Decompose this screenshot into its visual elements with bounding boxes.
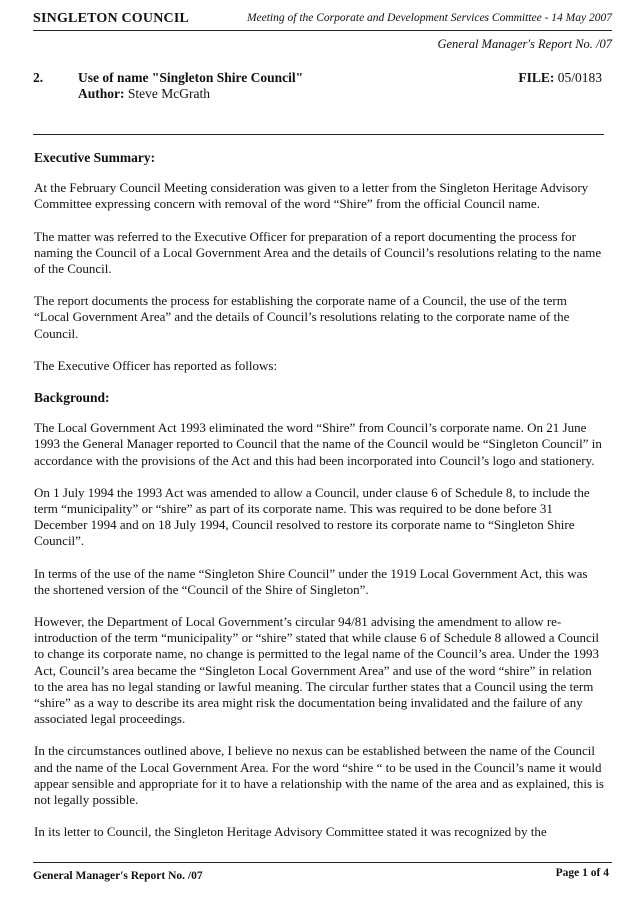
report-body — [34, 150, 604, 857]
summary-paragraph: The matter was referred to the Executive Officer for preparation of a report documenting the process for naming the Council of a Local Government Area and the details of Council’s resolutions relating to the name of the Council. — [34, 228, 602, 277]
item-number: 2. — [33, 70, 44, 85]
meeting-title: Meeting of the Corporate and Development Services Committee - 14 May 2007 — [246, 12, 612, 24]
item-author — [78, 86, 210, 102]
background-paragraph: However, the Department of Local Government’s circular 94/81 advising the amendment to allow re-introduction of the term “municipality” or “shire” stated that while clause 6 of Schedule 8 allowed a Council to change its corporate name, no change is permitted to the legal name of the Council’s area. Under the 1993 Act, Council’s area became the “Singleton Local Government Area” and use of the word “shire” in relation to the area has no legal standing or lawful meaning. The circular further states that a Council using the term “shire” as a way to describe its area might risk the documentation being invalidated and the failure of any associated legal proceedings. — [34, 614, 599, 727]
file-reference — [518, 70, 602, 86]
section-divider — [33, 134, 604, 135]
file-number: 05/0183 — [557, 70, 602, 85]
executive-summary-heading: Executive Summary: — [34, 150, 156, 165]
background-paragraph: In the circumstances outlined above, I believe no nexus can be established between the name of the Council and the name of the Local Government Area. For the word “shire “ to be used in the Council’s name it would appear sensible and appropriate for it to have a relationship with the name of the area and as explained, this is not legally possible. — [34, 743, 604, 808]
background-paragraph: The Local Government Act 1993 eliminated the word “Shire” from Council’s corporate name. On 21 June 1993 the General Manager reported to Council that the name of the Council would be “Singleton Council” in accordance with the provisions of the Act and this had been incorporated into Council’s logo and stationery. — [34, 420, 602, 468]
author-name: Steve McGrath — [127, 86, 210, 101]
item-title: Use of name "Singleton Shire Council" — [78, 70, 304, 85]
background-paragraph: In its letter to Council, the Singleton Heritage Advisory Committee stated it was recognized by the — [34, 824, 547, 840]
footer-divider — [33, 862, 612, 863]
summary-paragraph: The report documents the process for establishing the corporate name of a Council, the use of the term “Local Government Area” and the details of Council’s resolutions relating to the corporate name of the Council. — [34, 293, 570, 341]
background-heading: Background: — [34, 390, 110, 406]
author-label: Author: — [78, 86, 125, 101]
background-paragraph: On 1 July 1994 the 1993 Act was amended to allow a Council, under clause 6 of Schedule 8, to include the term “municipality” or “shire” as part of its corporate name. This was required to be done before 31 December 1994 and on 18 July 1994, Council resolved to restore its corporate name to “Singleton Shire Council”. — [34, 484, 590, 549]
header-divider — [33, 30, 612, 31]
summary-paragraph: At the February Council Meeting consideration was given to a letter from the Singleton Heritage Advisory Committee expressing concern with removal of the word “Shire” from the official Council name. — [34, 180, 589, 212]
summary-paragraph: The Executive Officer has reported as follows: — [34, 357, 278, 373]
report-reference: General Manager's Report No. /07 — [437, 37, 612, 51]
organisation-name: SINGLETON COUNCIL — [33, 11, 190, 26]
footer-report-reference: General Manager's Report No. /07 — [33, 870, 203, 882]
file-label: FILE: — [518, 70, 555, 85]
background-paragraph: In terms of the use of the name “Singleton Shire Council” under the 1919 Local Government Act, this was the shortened version of the “Council of the Shire of Singleton”. — [34, 565, 588, 597]
page-number: Page 1 of 4 — [555, 867, 609, 879]
